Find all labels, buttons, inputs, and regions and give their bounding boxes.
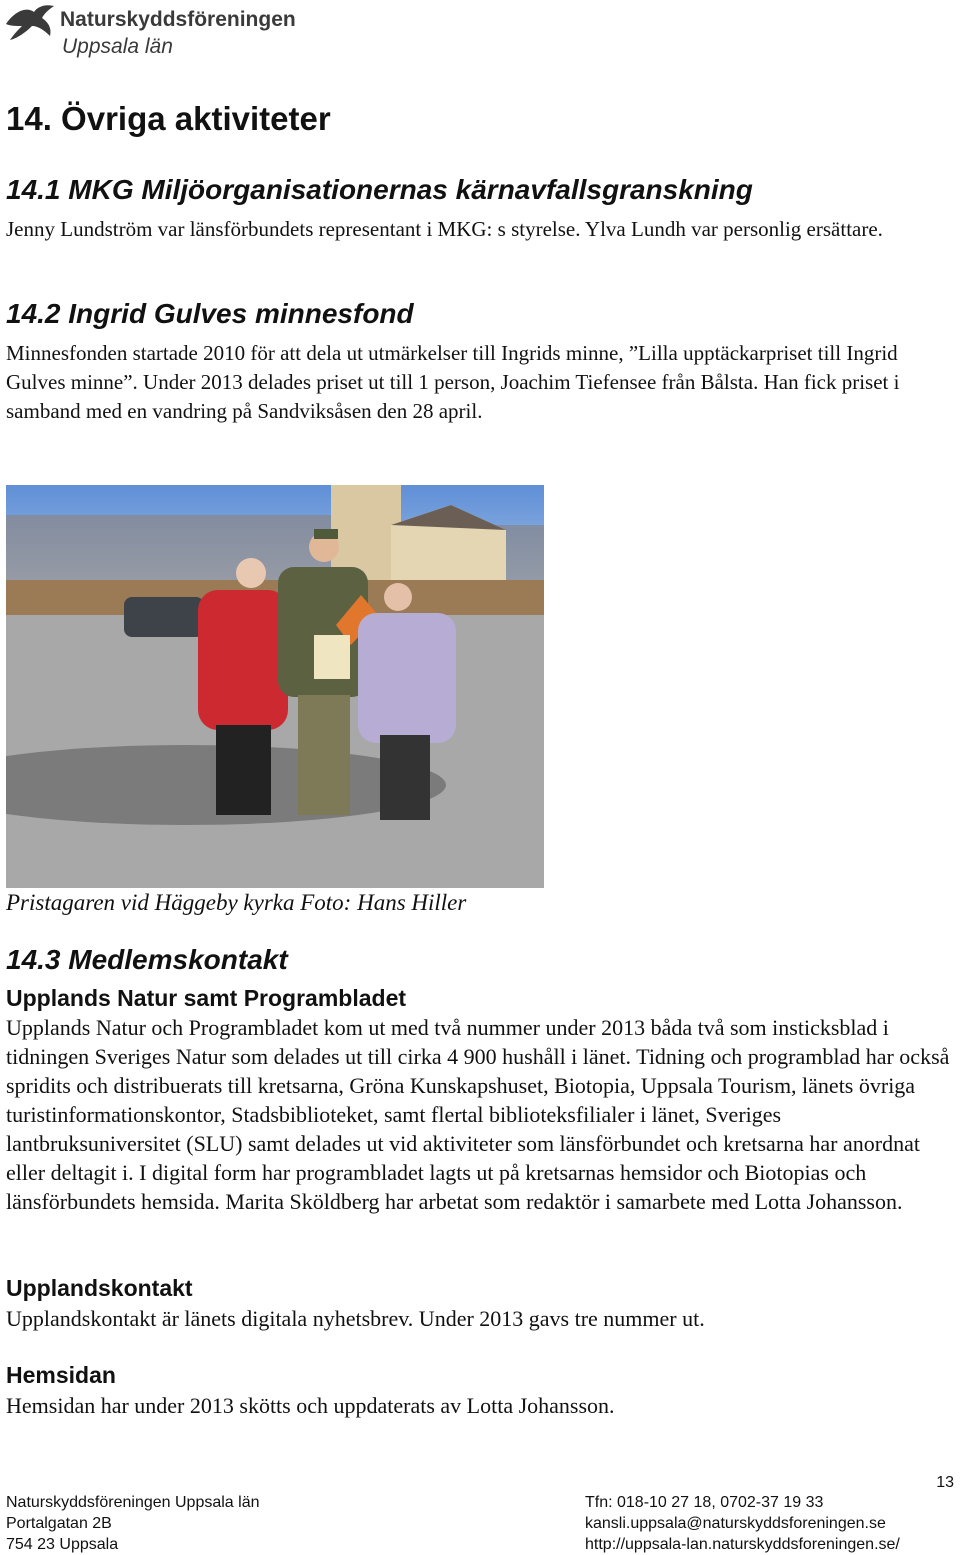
footer-phone: Tfn: 018-10 27 18, 0702-37 19 33 bbox=[585, 1494, 824, 1511]
logo-org-name: Naturskyddsföreningen bbox=[60, 8, 296, 31]
paragraph-upplandskontakt: Upplandskontakt är länets digitala nyhetsbrev. Under 2013 gavs tre nummer ut. bbox=[6, 1306, 705, 1331]
subheading-hemsidan: Hemsidan bbox=[6, 1362, 116, 1388]
heading-14-3: 14.3 Medlemskontakt bbox=[6, 944, 288, 975]
subheading-upplands-natur: Upplands Natur samt Programbladet bbox=[6, 985, 407, 1011]
paragraph-upplands-natur: Upplands Natur och Programbladet kom ut med två nummer under 2013 båda två som insticksblad i tidningen Sveriges Natur som delades ut till cirka 4 900 hushåll i länet. Tidning och programblad har också spridits och distribuerats till kretsarna, Gröna Kunskapshuset, Biotopia, Uppsala Tourism, länets övriga turistinformationskontor, Stadsbiblioteket, samt flertal biblioteksfilialer i länet, Sveriges lantbruksuniversitet (SLU) samt delades ut vid aktiviteter som länsförbundet och kretsarna har anordnat eller deltagit i. I digital form har programbladet lagts ut på kretsarnas hemsidor och Biotopias och länsförbundets hemsida. Marita Sköldberg har arbetat som redaktör i samarbete med Lotta Johansson. bbox=[6, 1015, 950, 1214]
award-photo-image bbox=[6, 485, 544, 888]
heading-14-1: 14.1 MKG Miljöorganisationernas kärnavfallsgranskning bbox=[6, 174, 753, 205]
footer-street: Portalgatan 2B bbox=[6, 1515, 112, 1532]
section-title: 14. Övriga aktiviteter bbox=[6, 100, 331, 137]
footer-email-link[interactable]: kansli.uppsala@naturskyddsforeningen.se bbox=[585, 1515, 886, 1532]
heading-14-2: 14.2 Ingrid Gulves minnesfond bbox=[6, 298, 414, 329]
logo-region: Uppsala län bbox=[62, 35, 173, 58]
footer-org: Naturskyddsföreningen Uppsala län bbox=[6, 1494, 260, 1511]
subheading-upplandskontakt: Upplandskontakt bbox=[6, 1275, 193, 1301]
footer-website-link[interactable]: http://uppsala-lan.naturskyddsforeningen.se/ bbox=[585, 1536, 900, 1553]
award-photo bbox=[6, 485, 544, 888]
footer-address bbox=[6, 1492, 259, 1555]
bird-logo-icon bbox=[4, 2, 56, 42]
paragraph-14-2: Minnesfonden startade 2010 för att dela ut utmärkelser till Ingrids minne, ”Lilla upptäckarpriset till Ingrid Gulves minne”. Under 2013 delades priset ut till 1 person, Joachim Tiefensee från Bålsta. Han fick priset i samband med en vandring på Sandviksåsen den 28 april. bbox=[6, 341, 900, 423]
paragraph-hemsidan: Hemsidan har under 2013 skötts och uppdaterats av Lotta Johansson. bbox=[6, 1393, 615, 1418]
page-number: 13 bbox=[936, 1474, 954, 1491]
footer-city: 754 23 Uppsala bbox=[6, 1536, 119, 1553]
organization-logo bbox=[4, 2, 296, 64]
footer-contact bbox=[585, 1492, 900, 1555]
paragraph-14-1: Jenny Lundström var länsförbundets representant i MKG: s styrelse. Ylva Lundh var personlig ersättare. bbox=[6, 217, 883, 241]
photo-caption: Pristagaren vid Häggeby kyrka Foto: Hans Hiller bbox=[6, 890, 467, 915]
